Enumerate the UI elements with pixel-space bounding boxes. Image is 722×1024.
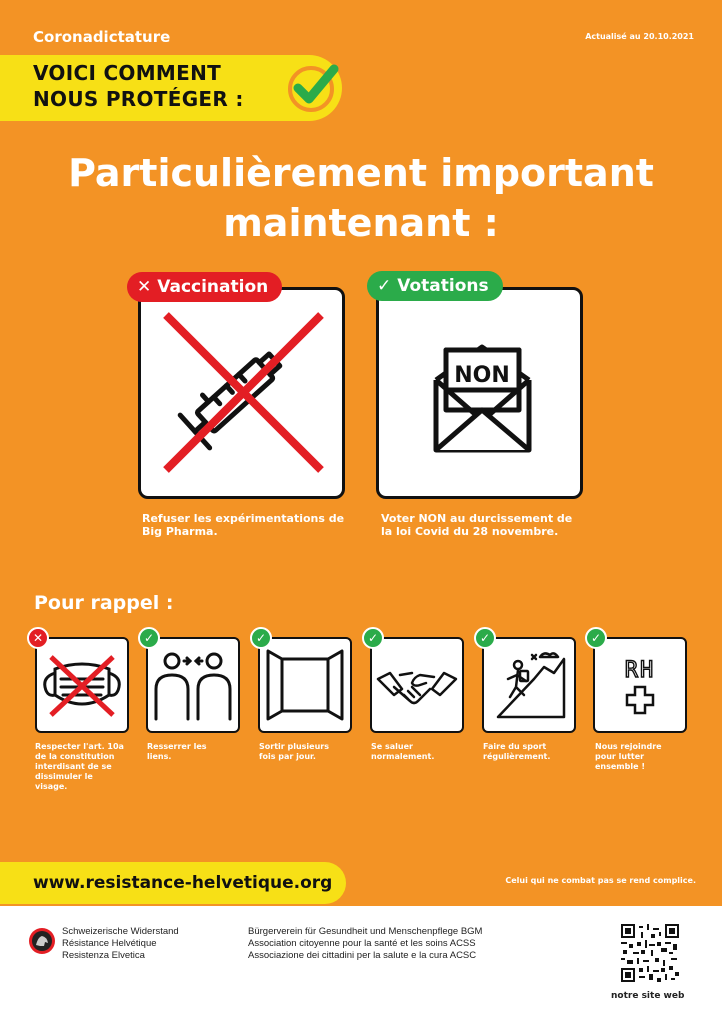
footer-org1-line: Schweizerische Widerstand — [62, 926, 179, 937]
reminder-caption-window: Sortir plusieurs fois par jour. — [259, 742, 329, 761]
check-circle-icon — [284, 57, 344, 117]
check-badge-icon: ✓ — [585, 627, 607, 649]
headline-line-1: Particulièrement important — [68, 151, 654, 195]
reminder-title: Pour rappel : — [34, 592, 174, 614]
banner-heading — [33, 60, 293, 112]
footer-org-citizens-association — [248, 926, 482, 962]
reminder-card-mask — [35, 637, 129, 733]
reminder-card-handshake — [370, 637, 464, 733]
check-badge-icon: ✓ — [474, 627, 496, 649]
reminder-caption-people: Resserrer les liens. — [147, 742, 207, 761]
footer-org2-line: Bürgerverein für Gesundheit und Menschenpflege BGM — [248, 926, 483, 937]
footer-org1-line: Résistance Helvétique — [62, 938, 157, 949]
crossed-syringe-icon — [141, 290, 342, 496]
slogan: Celui qui ne combat pas se rend complice. — [505, 876, 696, 885]
reminder-card-join — [593, 637, 687, 733]
open-window-icon — [260, 639, 350, 731]
update-date: Actualisé au 20.10.2021 — [585, 32, 694, 41]
reminder-caption-sport: Faire du sport régulièrement. — [483, 742, 551, 761]
banner-line-1: VOICI COMMENT — [33, 61, 222, 85]
check-icon: ✓ — [377, 276, 392, 296]
organization-logo — [28, 927, 56, 955]
reminder-caption-handshake: Se saluer normalement. — [371, 742, 435, 761]
vaccination-card — [138, 287, 345, 499]
reminder-caption-mask: Respecter l'art. 10a de la constitution interdisant de se dissimuler le visage. — [35, 742, 124, 791]
x-icon: ✕ — [137, 277, 152, 297]
reminder-card-sport — [482, 637, 576, 733]
website-url[interactable]: www.resistance-helvetique.org — [33, 873, 333, 893]
qr-caption: notre site web — [611, 991, 685, 1001]
footer-org1-line: Resistenza Elvetica — [62, 950, 145, 961]
footer-org2-line: Association citoyenne pour la santé et les soins ACSS — [248, 938, 476, 949]
rh-text: RH — [624, 658, 656, 683]
envelope-non-text: NON — [454, 363, 510, 388]
reminder-card-people — [146, 637, 240, 733]
votations-tag-label: Votations — [397, 276, 489, 296]
envelope-icon — [379, 290, 580, 496]
check-badge-icon: ✓ — [362, 627, 384, 649]
rh-cross-icon — [595, 639, 685, 731]
reminder-caption-join: Nous rejoindre pour lutter ensemble ! — [595, 742, 662, 771]
handshake-icon — [372, 639, 462, 731]
people-closer-icon — [148, 639, 238, 731]
vaccination-tag — [127, 272, 282, 302]
vaccination-tag-label: Vaccination — [157, 277, 269, 297]
vaccination-caption: Refuser les expérimentations de Big Pharma. — [142, 512, 345, 538]
hiker-icon — [484, 639, 574, 731]
qr-code-icon[interactable] — [621, 924, 679, 982]
banner-line-2: NOUS PROTÉGER : — [33, 87, 244, 111]
brand-title: Coronadictature — [33, 28, 171, 46]
page-headline — [20, 148, 702, 248]
check-badge-icon: ✓ — [250, 627, 272, 649]
votations-tag — [367, 271, 503, 301]
footer-org2-line: Associazione dei cittadini per la salute e la cura ACSC — [248, 950, 477, 961]
x-badge-icon: ✕ — [27, 627, 49, 649]
check-badge-icon: ✓ — [138, 627, 160, 649]
votations-card — [376, 287, 583, 499]
footer-org-swiss-resistance — [62, 926, 179, 962]
votations-caption: Voter NON au durcissement de la loi Covid du 28 novembre. — [381, 512, 573, 538]
mask-crossed-icon — [37, 639, 127, 731]
headline-line-2: maintenant : — [223, 201, 499, 245]
reminder-card-window — [258, 637, 352, 733]
